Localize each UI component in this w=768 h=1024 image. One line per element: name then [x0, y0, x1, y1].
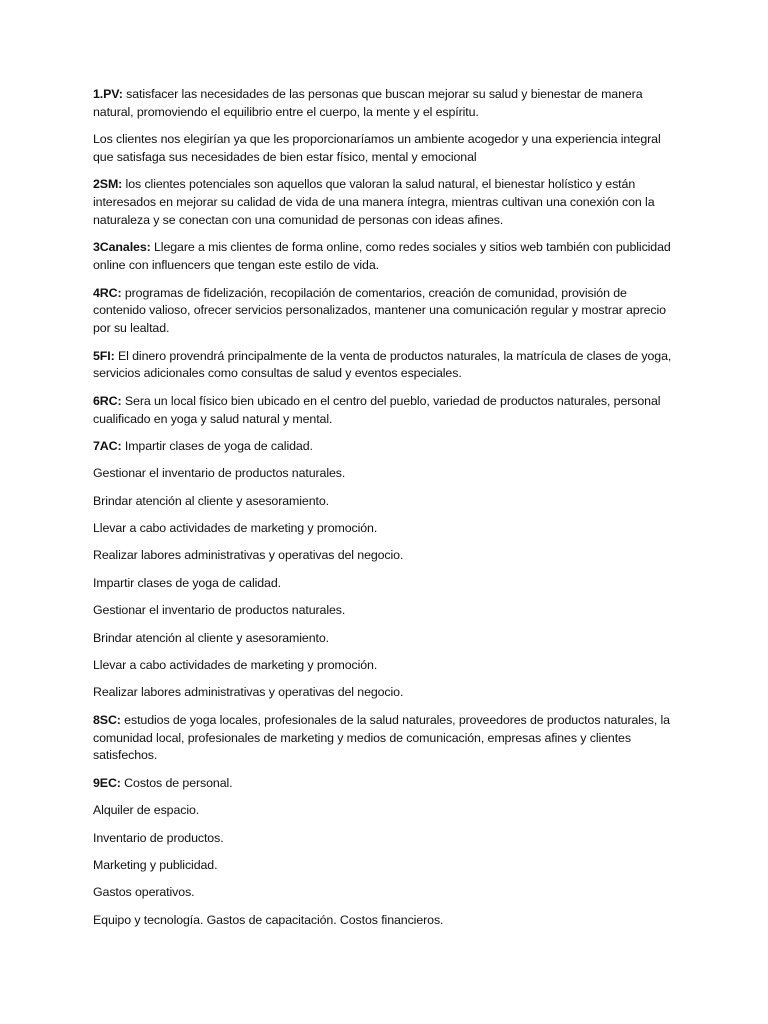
paragraph-label: 5FI: — [93, 348, 115, 363]
paragraph-text: Impartir clases de yoga de calidad. — [93, 575, 281, 590]
paragraph-text: Brindar atención al cliente y asesoramiento. — [93, 493, 329, 508]
paragraph-label: 4RC: — [93, 285, 122, 300]
list-item — [93, 684, 678, 702]
list-item — [93, 830, 678, 848]
list-item — [93, 657, 678, 675]
list-item — [93, 493, 678, 511]
list-item — [93, 520, 678, 538]
paragraph-text: Gestionar el inventario de productos naturales. — [93, 603, 346, 618]
paragraph-text: Llegare a mis clientes de forma online, como redes sociales y sitios web también con publicidad online con influencers que tengan este estilo de vida. — [93, 240, 671, 273]
paragraph-label: 7AC: — [93, 438, 122, 453]
paragraph-label: 2SM: — [93, 177, 123, 192]
paragraph-text: satisfacer las necesidades de las personas que buscan mejorar su salud y bienestar de manera natural, promoviendo el equilibrio entre el cuerpo, la mente y el espíritu. — [93, 87, 643, 119]
list-item — [93, 575, 678, 593]
paragraph-sm — [93, 176, 678, 229]
paragraph-text: Impartir clases de yoga de calidad. — [121, 438, 313, 453]
paragraph-text: programas de fidelización, recopilación de comentarios, creación de comunidad, provisión de contenido valioso, ofrecer servicios personalizados, mantener una comunicación regular y mostrar aprecio por su lealtad. — [93, 285, 666, 336]
list-item — [93, 912, 678, 930]
paragraph-label: 1.PV: — [93, 87, 123, 101]
list-item — [93, 602, 678, 620]
paragraph-text: estudios de yoga locales, profesionales de la salud naturales, proveedores de productos naturales, la comunidad local, profesionales de marketing y medios de comunicación, empresas afines y clientes satisfechos. — [93, 712, 670, 763]
paragraph-pv — [93, 86, 678, 122]
paragraph-text: Gestionar el inventario de productos naturales. — [93, 466, 346, 481]
list-item — [93, 630, 678, 648]
paragraph-label: 6RC: — [93, 393, 122, 408]
paragraph-rc — [93, 285, 678, 338]
paragraph-text: Realizar labores administrativas y operativas del negocio. — [93, 548, 404, 563]
paragraph-text: Costos de personal. — [120, 775, 233, 790]
list-item — [93, 465, 678, 483]
paragraph-ec — [93, 775, 678, 793]
paragraph-fi — [93, 348, 678, 384]
paragraph-text: Realizar labores administrativas y operativas del negocio. — [93, 685, 404, 700]
paragraph-text: los clientes potenciales son aquellos que valoran la salud natural, el bienestar holístico y están interesados en mejorar su calidad de vida de una manera íntegra, mientras cultivan una conexión con la naturaleza y se conectan con una comunidad de personas con ideas afines. — [93, 177, 655, 227]
list-item — [93, 802, 678, 820]
paragraph-canales — [93, 239, 678, 275]
paragraph-text: Alquiler de espacio. — [93, 803, 200, 818]
list-item — [93, 547, 678, 565]
paragraph-label: 8SC: — [93, 712, 121, 727]
paragraph-label: 9EC: — [93, 775, 121, 790]
paragraph-text: El dinero provendrá principalmente de la venta de productos naturales, la matrícula de clases de yoga, servicios adicionales como consultas de salud y eventos especiales. — [93, 348, 672, 381]
paragraph-sc — [93, 712, 678, 765]
paragraph-text: Llevar a cabo actividades de marketing y promoción. — [93, 521, 378, 536]
paragraph-text: Gastos operativos. — [93, 885, 195, 900]
paragraph-rc-6 — [93, 393, 678, 429]
paragraph-ac — [93, 438, 678, 456]
list-item — [93, 884, 678, 902]
paragraph-text: Brindar atención al cliente y asesoramiento. — [93, 630, 329, 645]
paragraph-text: Llevar a cabo actividades de marketing y promoción. — [93, 658, 378, 673]
paragraph-text: Sera un local físico bien ubicado en el centro del pueblo, variedad de productos naturales, personal cualificado en yoga y salud natural y mental. — [93, 393, 661, 426]
paragraph-text: Los clientes nos elegirían ya que les proporcionaríamos un ambiente acogedor y una experiencia integral que satisfaga sus necesidades de bien estar físico, mental y emocional — [93, 132, 661, 164]
paragraph-label: 3Canales: — [93, 240, 151, 255]
paragraph-text: Inventario de productos. — [93, 830, 224, 845]
paragraph-text: Equipo y tecnología. Gastos de capacitación. Costos financieros. — [93, 912, 444, 927]
document-body — [93, 86, 678, 930]
paragraph-clientes — [93, 131, 678, 167]
list-item — [93, 857, 678, 875]
paragraph-text: Marketing y publicidad. — [93, 857, 218, 872]
